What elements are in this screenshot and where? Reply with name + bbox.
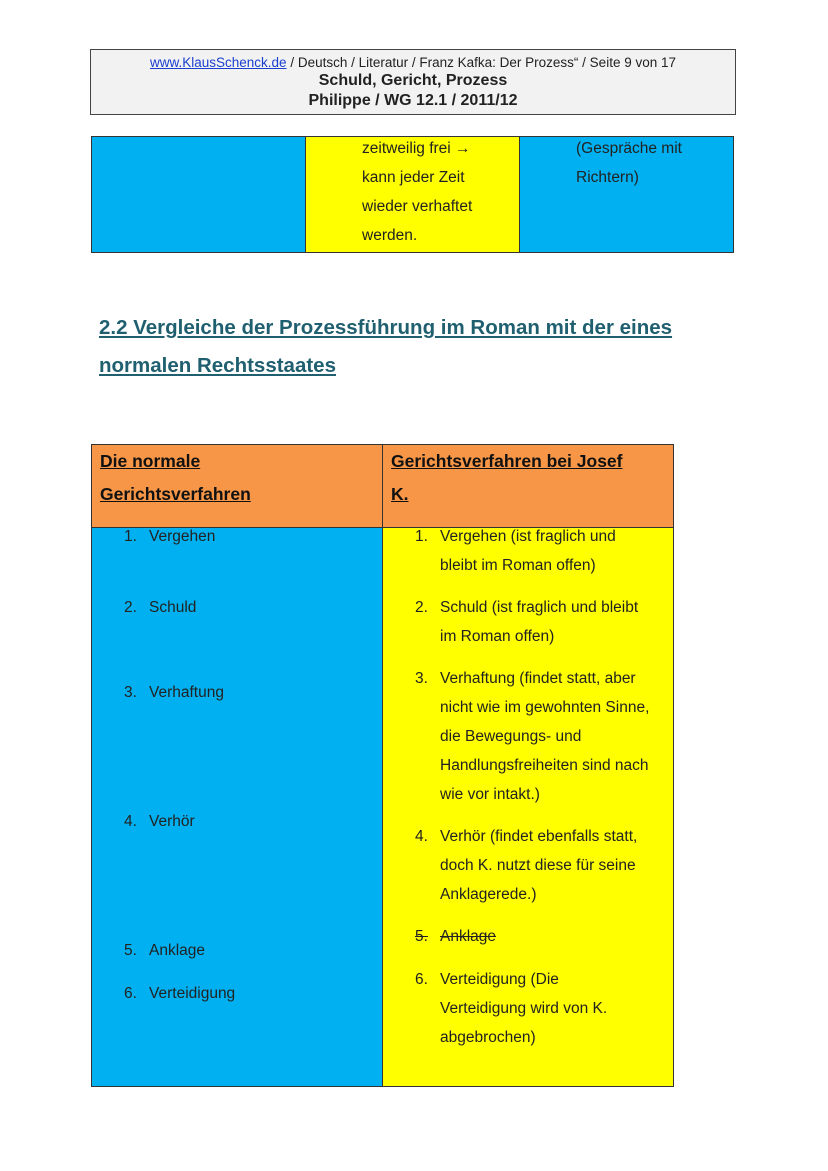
- col2-header-line: K.: [391, 484, 409, 504]
- comparison-table: [91, 444, 674, 1087]
- list-item: Verhaftung (findet statt, aber nicht wie im gewohnten Sinne, die Bewegungs- und Handlungsfreiheiten sind nach wie vor intakt.): [440, 670, 650, 803]
- list-item: 1. Vergehen (ist fraglich und bleibt im Roman offen): [415, 528, 616, 574]
- section-heading-line: normalen Rechtsstaates: [99, 354, 336, 377]
- section-heading: [99, 309, 759, 385]
- website-link[interactable]: www.KlausSchenck.de: [150, 55, 287, 70]
- list-item-struck: 5. Anklage: [415, 928, 497, 945]
- continued-right-line: (Gespräche mit: [576, 140, 682, 157]
- continued-middle-line: werden.: [362, 227, 418, 244]
- col1-header-line: Die normale: [100, 451, 201, 471]
- normal-procedure-cell: 1. Vergehen 2. Schuld 3. Verhaftung 4. Verhör 5. Anklage 6. Verteidigung: [92, 528, 383, 1087]
- continued-cell-right: [520, 137, 734, 253]
- section-heading-line: 2.2 Vergleiche der Prozessführung im Roman mit der eines: [99, 316, 673, 339]
- list-item: 4. Verhör (findet ebenfalls statt, doch K. nutzt diese für seine Anklagerede.): [415, 828, 638, 903]
- list-item: 2. Schuld (ist fraglich und bleibt im Roman offen): [415, 599, 639, 645]
- continued-right-line: Richtern): [576, 169, 639, 186]
- continued-cell-left: [92, 137, 306, 253]
- col1-header-line: Gerichtsverfahren: [100, 484, 251, 504]
- header-title: Schuld, Gericht, Prozess: [318, 72, 508, 89]
- continued-middle-line: zeitweilig frei →: [362, 140, 471, 157]
- josef-k-procedure-cell: 1. Vergehen (ist fraglich und bleibt im Roman offen) 2. Schuld (ist fraglich und bleibt im Roman offen) 3. Verhaftung (findet statt, aber nicht wie im gewohnten Sinne, die Bewegungs- und Handlungsfreiheiten sind nach wie vor intakt.) 4. Verhör (findet ebenfalls statt, doch K. nutzt diese für seine Anklagerede.) 5. Anklage 6. Verteidigung (Die Verteidigung wird von K. abgebrochen): [383, 528, 674, 1087]
- list-item: 6. Verteidigung (Die Verteidigung wird von K. abgebrochen): [415, 971, 608, 1046]
- continued-middle-line: wieder verhaftet: [362, 198, 473, 215]
- continued-table: [91, 136, 734, 253]
- header-path: / Deutsch / Literatur / Franz Kafka: Der Prozess“ / Seite 9 von 17: [286, 55, 676, 70]
- page-header: [90, 49, 736, 115]
- continued-cell-middle: [306, 137, 520, 253]
- header-source-line: [91, 54, 735, 71]
- header-subtitle: Philippe / WG 12.1 / 2011/12: [308, 92, 518, 109]
- continued-middle-line: kann jeder Zeit: [362, 169, 465, 186]
- col1-header-cell: [92, 445, 383, 528]
- col2-header-line: Gerichtsverfahren bei Josef: [391, 451, 623, 471]
- col2-header-cell: [383, 445, 674, 528]
